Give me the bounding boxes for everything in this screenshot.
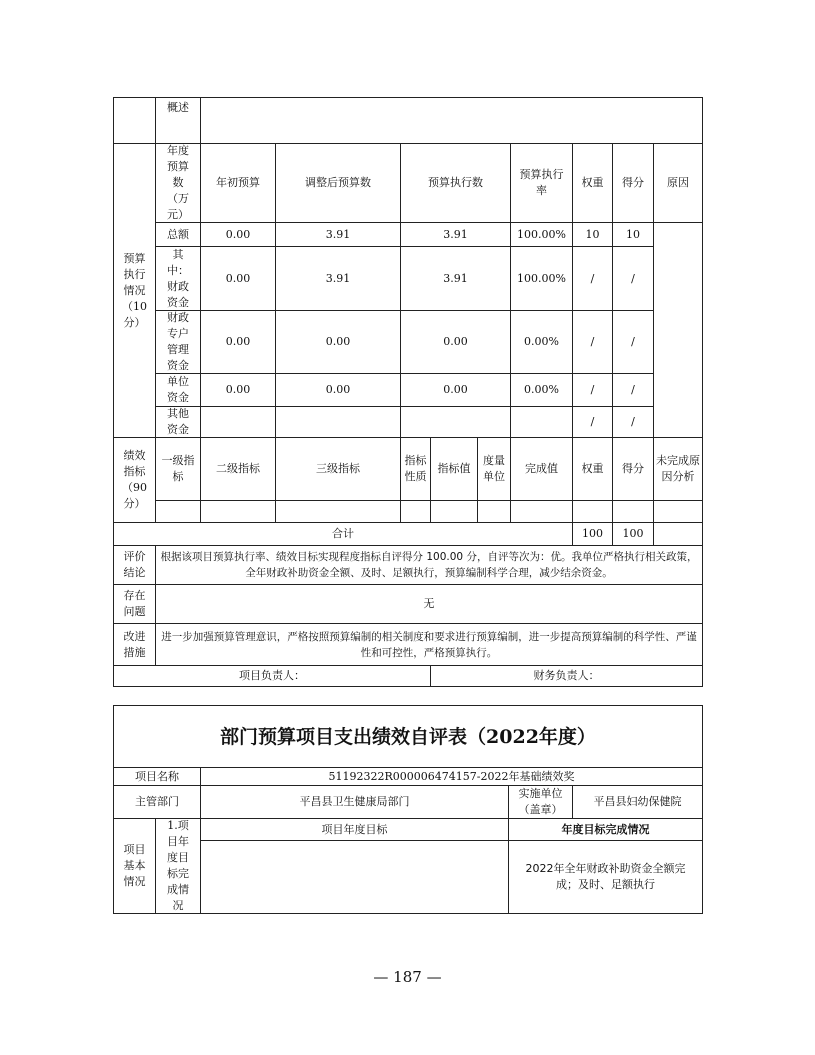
dept-label: 主管部门 [113, 785, 201, 819]
total-score: 100 [612, 522, 654, 546]
perf-header-cell: 一级指标 [155, 437, 201, 501]
empty-cell [113, 97, 156, 144]
perf-empty-cell [510, 500, 573, 523]
budget-row-label: 总额 [155, 222, 201, 247]
budget-adjusted-budget [275, 406, 401, 438]
budget-exec-rate: 0.00% [510, 310, 573, 374]
budget-exec-rate [510, 406, 573, 438]
header-weight: 权重 [572, 143, 613, 223]
perf-header-cell: 指标性质 [400, 437, 431, 501]
budget-adjusted-budget: 0.00 [275, 310, 401, 374]
done-header: 年度目标完成情况 [508, 818, 703, 841]
project-lead: 项目负责人： [113, 665, 431, 687]
reason-cell [653, 222, 703, 438]
header-score: 得分 [612, 143, 654, 223]
budget-row-label: 其他资金 [155, 406, 201, 438]
budget-weight: / [572, 373, 613, 407]
goal-header: 项目年度目标 [200, 818, 509, 841]
perf-header-cell: 权重 [572, 437, 613, 501]
budget-executed [400, 406, 511, 438]
eval-label: 评价结论 [113, 545, 156, 585]
budget-row-label: 单位资金 [155, 373, 201, 407]
issue-text: 无 [155, 584, 703, 624]
done-value: 2022年全年财政补助资金全额完成；及时、足额执行 [508, 840, 703, 914]
eval-text: 根据该项目预算执行率、绩效目标实现程度指标自评得分 100.00 分，自评等次为：优。我单位严格执行相关政策，全年财政补助资金全额、及时、足额执行，预算编制科学合理，减少结余资金。 [155, 545, 703, 585]
perf-empty-cell [653, 500, 703, 523]
perf-header-cell: 指标值 [430, 437, 478, 501]
perf-empty-cell [612, 500, 654, 523]
perf-empty-cell [400, 500, 431, 523]
budget-executed: 3.91 [400, 222, 511, 247]
perf-empty-cell [155, 500, 201, 523]
budget-section-label: 预算执行情况（10分） [113, 143, 156, 438]
budget-row-label: 其中：财政资金 [155, 246, 201, 311]
total-label: 合计 [113, 522, 573, 546]
budget-weight: / [572, 310, 613, 374]
dept-value: 平昌县卫生健康局部门 [200, 785, 509, 819]
issue-label: 存在问题 [113, 584, 156, 624]
budget-exec-rate: 100.00% [510, 246, 573, 311]
perf-header-cell: 二级指标 [200, 437, 276, 501]
budget-exec-rate: 100.00% [510, 222, 573, 247]
perf-section-label: 绩效指标（90分） [113, 437, 156, 523]
goal-completion-label: 1.项目年度目标完成情况 [155, 818, 201, 914]
project-name-value: 51192322R000006474157-2022年基础绩效奖 [200, 767, 703, 786]
budget-adjusted-budget: 3.91 [275, 246, 401, 311]
budget-executed: 0.00 [400, 373, 511, 407]
header-adjusted-budget: 调整后预算数 [275, 143, 401, 223]
header-annual-budget: 年度预算数（万元） [155, 143, 201, 223]
budget-weight: / [572, 246, 613, 311]
header-executed: 预算执行数 [400, 143, 511, 223]
budget-executed: 3.91 [400, 246, 511, 311]
budget-score: / [612, 246, 654, 311]
budget-initial-budget [200, 406, 276, 438]
budget-exec-rate: 0.00% [510, 373, 573, 407]
budget-adjusted-budget: 3.91 [275, 222, 401, 247]
perf-header-cell: 得分 [612, 437, 654, 501]
impl-value: 平昌县妇幼保健院 [572, 785, 703, 819]
budget-score: / [612, 310, 654, 374]
budget-initial-budget: 0.00 [200, 310, 276, 374]
budget-score: / [612, 373, 654, 407]
budget-score: / [612, 406, 654, 438]
budget-score: 10 [612, 222, 654, 247]
total-empty [653, 522, 703, 546]
perf-header-cell: 未完成原因分析 [653, 437, 703, 501]
page-number: — 187 — [373, 968, 442, 986]
perf-empty-cell [572, 500, 613, 523]
budget-executed: 0.00 [400, 310, 511, 374]
perf-header-cell: 度量单位 [477, 437, 511, 501]
header-initial-budget: 年初预算 [200, 143, 276, 223]
basic-info-label: 项目基本情况 [113, 818, 156, 914]
perf-empty-cell [430, 500, 478, 523]
budget-initial-budget: 0.00 [200, 222, 276, 247]
overview-label: 概述 [155, 97, 201, 144]
impl-label: 实施单位（盖章） [508, 785, 573, 819]
goal-value [200, 840, 509, 914]
perf-header-cell: 完成值 [510, 437, 573, 501]
budget-adjusted-budget: 0.00 [275, 373, 401, 407]
overview-value [200, 97, 703, 144]
improve-label: 改进措施 [113, 623, 156, 666]
improve-text: 进一步加强预算管理意识，严格按照预算编制的相关制度和要求进行预算编制，进一步提高预算编制的科学性、严谨性和可控性，严格预算执行。 [155, 623, 703, 666]
budget-weight: / [572, 406, 613, 438]
project-name-label: 项目名称 [113, 767, 201, 786]
perf-empty-cell [477, 500, 511, 523]
header-exec-rate: 预算执行率 [510, 143, 573, 223]
perf-empty-cell [200, 500, 276, 523]
budget-weight: 10 [572, 222, 613, 247]
form-title: 部门预算项目支出绩效自评表（2022年度） [113, 705, 703, 768]
header-reason: 原因 [653, 143, 703, 223]
perf-empty-cell [275, 500, 401, 523]
perf-header-cell: 三级指标 [275, 437, 401, 501]
budget-initial-budget: 0.00 [200, 373, 276, 407]
finance-lead: 财务负责人： [430, 665, 703, 687]
budget-row-label: 财政专户管理资金 [155, 310, 201, 374]
total-weight: 100 [572, 522, 613, 546]
budget-initial-budget: 0.00 [200, 246, 276, 311]
